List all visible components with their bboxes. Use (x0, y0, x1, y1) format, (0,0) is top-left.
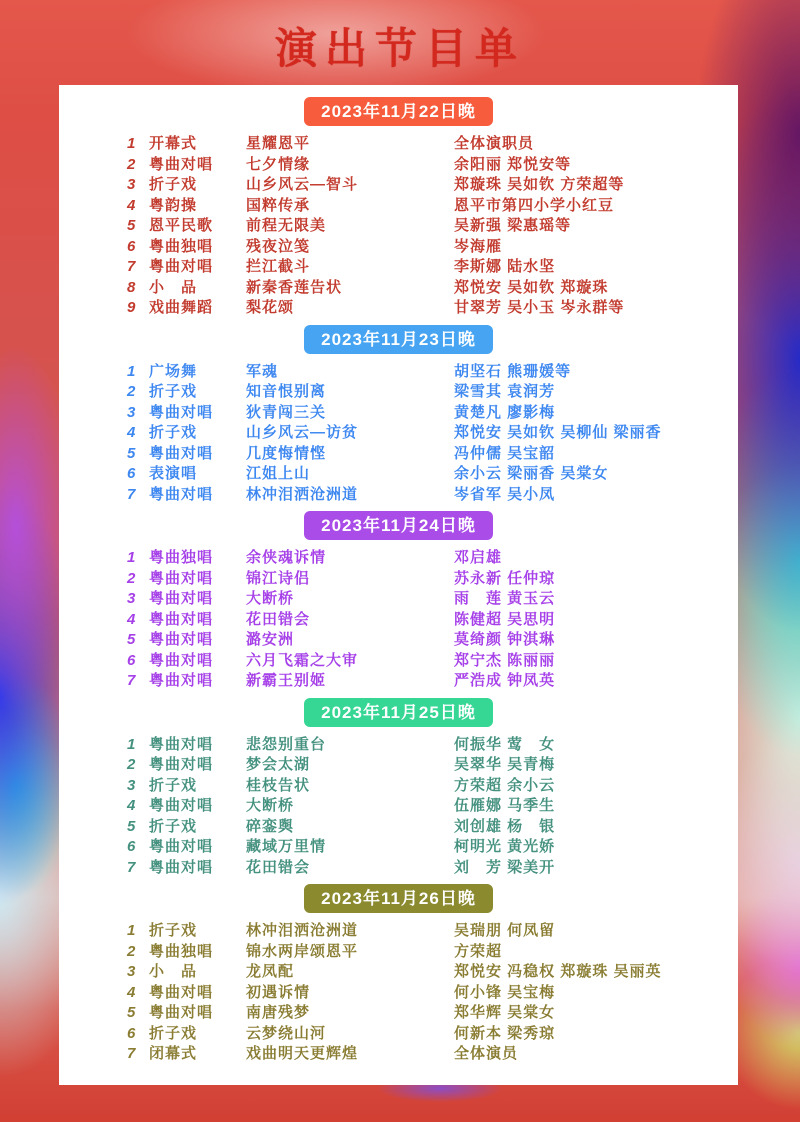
program-performers: 莫绮颜 钟淇琳 (454, 631, 556, 648)
program-row (59, 796, 738, 817)
program-number: 5 (127, 631, 136, 648)
program-title: 锦水两岸颂恩平 (246, 942, 359, 960)
program-row (59, 444, 738, 465)
program-number: 5 (127, 444, 136, 462)
program-row (59, 1003, 738, 1024)
program-row (59, 858, 738, 879)
program-category: 粤曲对唱 (149, 797, 214, 814)
program-category: 折子戏 (149, 383, 198, 400)
program-row (59, 610, 738, 631)
date-badge: 2023年11月24日晚 (304, 511, 493, 540)
program-category: 表演唱 (149, 465, 198, 482)
program-category: 粤曲对唱 (149, 858, 214, 876)
program-section (59, 97, 738, 319)
program-title: 潞安洲 (246, 631, 295, 648)
date-badge: 2023年11月23日晚 (304, 325, 493, 354)
program-row (59, 237, 738, 258)
program-section (59, 511, 738, 692)
program-row (59, 589, 738, 610)
program-category: 粤曲对唱 (149, 610, 214, 628)
program-performers: 郑宁杰 陈丽丽 (454, 651, 556, 669)
program-section (59, 325, 738, 506)
program-row (59, 630, 738, 651)
program-category: 折子戏 (149, 1024, 198, 1042)
program-row (59, 382, 738, 403)
program-performers: 余小云 梁丽香 吴棠女 (454, 465, 609, 482)
program-number: 6 (127, 651, 136, 669)
program-row (59, 942, 738, 963)
program-number: 4 (127, 196, 136, 214)
program-row (59, 921, 738, 942)
program-performers: 甘翠芳 吴小玉 岑永群等 (454, 299, 625, 316)
program-category: 折子戏 (149, 922, 198, 939)
program-number: 1 (127, 135, 136, 152)
program-number: 2 (127, 569, 136, 587)
program-row (59, 362, 738, 383)
program-category: 广场舞 (149, 362, 198, 380)
program-performers: 黄楚凡 廖影梅 (454, 403, 556, 421)
program-category: 粤曲对唱 (149, 485, 214, 503)
program-category: 恩平民歌 (149, 217, 214, 234)
program-number: 3 (127, 176, 136, 193)
program-title: 余侠魂诉情 (246, 549, 327, 566)
program-row (59, 298, 738, 319)
program-row (59, 983, 738, 1004)
program-title: 锦江诗侣 (246, 569, 311, 587)
program-row (59, 1024, 738, 1045)
page-title: 演出节目单 (274, 25, 525, 72)
program-performers: 胡坚石 熊珊媛等 (454, 362, 572, 380)
program-title: 戏曲明天更辉煌 (246, 1045, 359, 1062)
program-title: 大断桥 (246, 590, 295, 607)
program-row (59, 817, 738, 838)
program-title: 几度悔情悭 (246, 444, 327, 462)
program-category: 折子戏 (149, 776, 198, 794)
program-performers: 全体演职员 (454, 135, 535, 152)
program-number: 5 (127, 817, 136, 835)
program-performers: 吴翠华 吴青梅 (454, 756, 556, 773)
program-performers: 刘 芳 梁美开 (454, 858, 556, 876)
program-title: 军魂 (246, 362, 279, 380)
program-performers: 何小锋 吴宝梅 (454, 983, 556, 1001)
program-row (59, 134, 738, 155)
program-category: 粤曲对唱 (149, 258, 214, 275)
program-performers: 余阳丽 郑悦安等 (454, 155, 572, 173)
program-performers: 恩平市第四小学小红豆 (454, 196, 615, 214)
program-number: 7 (127, 672, 136, 689)
program-title: 狄青闯三关 (246, 403, 327, 421)
program-row (59, 755, 738, 776)
program-performers: 吴瑞朋 何凤留 (454, 922, 556, 939)
program-number: 3 (127, 403, 136, 421)
program-category: 折子戏 (149, 424, 198, 441)
program-number: 1 (127, 549, 136, 566)
program-category: 小 品 (149, 278, 198, 296)
program-title: 龙凤配 (246, 963, 295, 980)
program-row (59, 485, 738, 506)
program-performers: 何新本 梁秀琼 (454, 1024, 556, 1042)
program-row (59, 776, 738, 797)
program-number: 2 (127, 756, 136, 773)
program-performers: 全体演员 (454, 1045, 519, 1062)
program-title: 桂枝告状 (246, 776, 311, 794)
program-number: 6 (127, 838, 136, 855)
program-row (59, 735, 738, 756)
program-section (59, 698, 738, 879)
program-row (59, 569, 738, 590)
program-row (59, 216, 738, 237)
program-performers: 吴新强 梁惠瑶等 (454, 217, 572, 234)
program-title: 拦江截斗 (246, 258, 311, 275)
program-title: 国粹传承 (246, 196, 311, 214)
program-performers: 严浩成 钟凤英 (454, 672, 556, 689)
program-title: 新霸王别姬 (246, 672, 327, 689)
program-number: 5 (127, 1004, 136, 1021)
program-category: 开幕式 (149, 135, 198, 152)
program-category: 粤曲对唱 (149, 631, 214, 648)
program-category: 粤曲对唱 (149, 444, 214, 462)
program-performers: 邓启雄 (454, 549, 503, 566)
program-performers: 郑璇珠 吴如钦 方荣超等 (454, 176, 625, 193)
program-row (59, 837, 738, 858)
program-title: 云梦绕山河 (246, 1024, 327, 1042)
program-category: 粤曲对唱 (149, 672, 214, 689)
program-category: 粤曲对唱 (149, 403, 214, 421)
program-performers: 苏永新 任仲琼 (454, 569, 556, 587)
program-title: 江姐上山 (246, 465, 311, 482)
program-number: 6 (127, 465, 136, 482)
program-title: 花田错会 (246, 610, 311, 628)
program-category: 粤曲对唱 (149, 590, 214, 607)
program-category: 粤曲对唱 (149, 155, 214, 173)
program-row (59, 278, 738, 299)
program-number: 5 (127, 217, 136, 234)
program-number: 3 (127, 963, 136, 980)
program-number: 3 (127, 590, 136, 607)
program-number: 6 (127, 237, 136, 255)
program-performers: 伍雁娜 马季生 (454, 797, 556, 814)
program-number: 1 (127, 362, 136, 380)
program-number: 4 (127, 610, 136, 628)
program-performers: 梁雪其 袁润芳 (454, 383, 556, 400)
program-number: 4 (127, 424, 136, 441)
program-title: 林冲泪洒沧洲道 (246, 485, 359, 503)
program-performers: 岑海雁 (454, 237, 503, 255)
program-title: 藏域万里情 (246, 838, 327, 855)
program-category: 折子戏 (149, 176, 198, 193)
program-number: 1 (127, 922, 136, 939)
program-number: 7 (127, 1045, 136, 1062)
program-title: 山乡风云—智斗 (246, 176, 359, 193)
program-row (59, 196, 738, 217)
program-number: 8 (127, 278, 136, 296)
program-performers: 雨 莲 黄玉云 (454, 590, 556, 607)
program-title: 大断桥 (246, 797, 295, 814)
program-performers: 郑悦安 冯稳权 郑璇珠 吴丽英 (454, 963, 662, 980)
program-category: 粤曲对唱 (149, 569, 214, 587)
program-title: 梦会太湖 (246, 756, 311, 773)
program-row (59, 175, 738, 196)
program-category: 粤韵操 (149, 196, 198, 214)
program-title: 花田错会 (246, 858, 311, 876)
program-title: 林冲泪洒沧洲道 (246, 922, 359, 939)
program-number: 4 (127, 797, 136, 814)
program-number: 4 (127, 983, 136, 1001)
program-number: 2 (127, 942, 136, 960)
program-performers: 岑省军 吴小凤 (454, 485, 556, 503)
program-title: 新秦香莲告状 (246, 278, 343, 296)
program-title: 知音恨别离 (246, 383, 327, 400)
program-row (59, 423, 738, 444)
program-category: 粤曲独唱 (149, 942, 214, 960)
program-category: 戏曲舞蹈 (149, 299, 214, 316)
program-title: 前程无限美 (246, 217, 327, 234)
program-number: 7 (127, 485, 136, 503)
program-title: 碎銮舆 (246, 817, 295, 835)
program-performers: 方荣超 余小云 (454, 776, 556, 794)
program-row (59, 257, 738, 278)
program-performers: 方荣超 (454, 942, 503, 960)
program-number: 1 (127, 735, 136, 753)
program-number: 3 (127, 776, 136, 794)
program-title: 残夜泣笺 (246, 237, 311, 255)
program-number: 7 (127, 858, 136, 876)
program-category: 闭幕式 (149, 1045, 198, 1062)
program-performers: 何振华 莺 女 (454, 735, 556, 753)
program-row (59, 548, 738, 569)
program-title: 梨花颂 (246, 299, 295, 316)
program-row (59, 1044, 738, 1065)
program-title: 七夕情缘 (246, 155, 311, 173)
program-number: 6 (127, 1024, 136, 1042)
program-title: 初遇诉情 (246, 983, 311, 1001)
program-performers: 陈健超 吴思明 (454, 610, 556, 628)
program-number: 2 (127, 383, 136, 400)
program-performers: 李斯娜 陆水坚 (454, 258, 556, 275)
program-card (59, 85, 738, 1085)
program-row (59, 962, 738, 983)
program-row (59, 671, 738, 692)
date-badge: 2023年11月22日晚 (304, 97, 493, 126)
program-performers: 郑悦安 吴如钦 郑璇珠 (454, 278, 609, 296)
program-number: 2 (127, 155, 136, 173)
program-category: 折子戏 (149, 817, 198, 835)
program-row (59, 155, 738, 176)
program-title: 悲怨别重台 (246, 735, 327, 753)
program-title: 星耀恩平 (246, 135, 311, 152)
program-performers: 冯仲儒 吴宝韶 (454, 444, 556, 462)
program-category: 粤曲对唱 (149, 735, 214, 753)
program-performers: 柯明光 黄光娇 (454, 838, 556, 855)
program-row (59, 403, 738, 424)
program-performers: 郑华辉 吴棠女 (454, 1004, 556, 1021)
program-section (59, 884, 738, 1065)
date-badge: 2023年11月25日晚 (304, 698, 493, 727)
program-category: 小 品 (149, 963, 198, 980)
program-category: 粤曲对唱 (149, 983, 214, 1001)
program-category: 粤曲独唱 (149, 237, 214, 255)
date-badge: 2023年11月26日晚 (304, 884, 493, 913)
program-performers: 郑悦安 吴如钦 吴柳仙 梁丽香 (454, 424, 662, 441)
program-category: 粤曲对唱 (149, 838, 214, 855)
program-performers: 刘创雄 杨 银 (454, 817, 556, 835)
program-category: 粤曲对唱 (149, 756, 214, 773)
program-category: 粤曲独唱 (149, 549, 214, 566)
program-number: 9 (127, 299, 136, 316)
program-number: 7 (127, 258, 136, 275)
program-title: 山乡风云—访贫 (246, 424, 359, 441)
program-category: 粤曲对唱 (149, 1004, 214, 1021)
program-title: 南唐残梦 (246, 1004, 311, 1021)
program-row (59, 651, 738, 672)
program-row (59, 464, 738, 485)
program-category: 粤曲对唱 (149, 651, 214, 669)
program-title: 六月飞霜之大审 (246, 651, 359, 669)
